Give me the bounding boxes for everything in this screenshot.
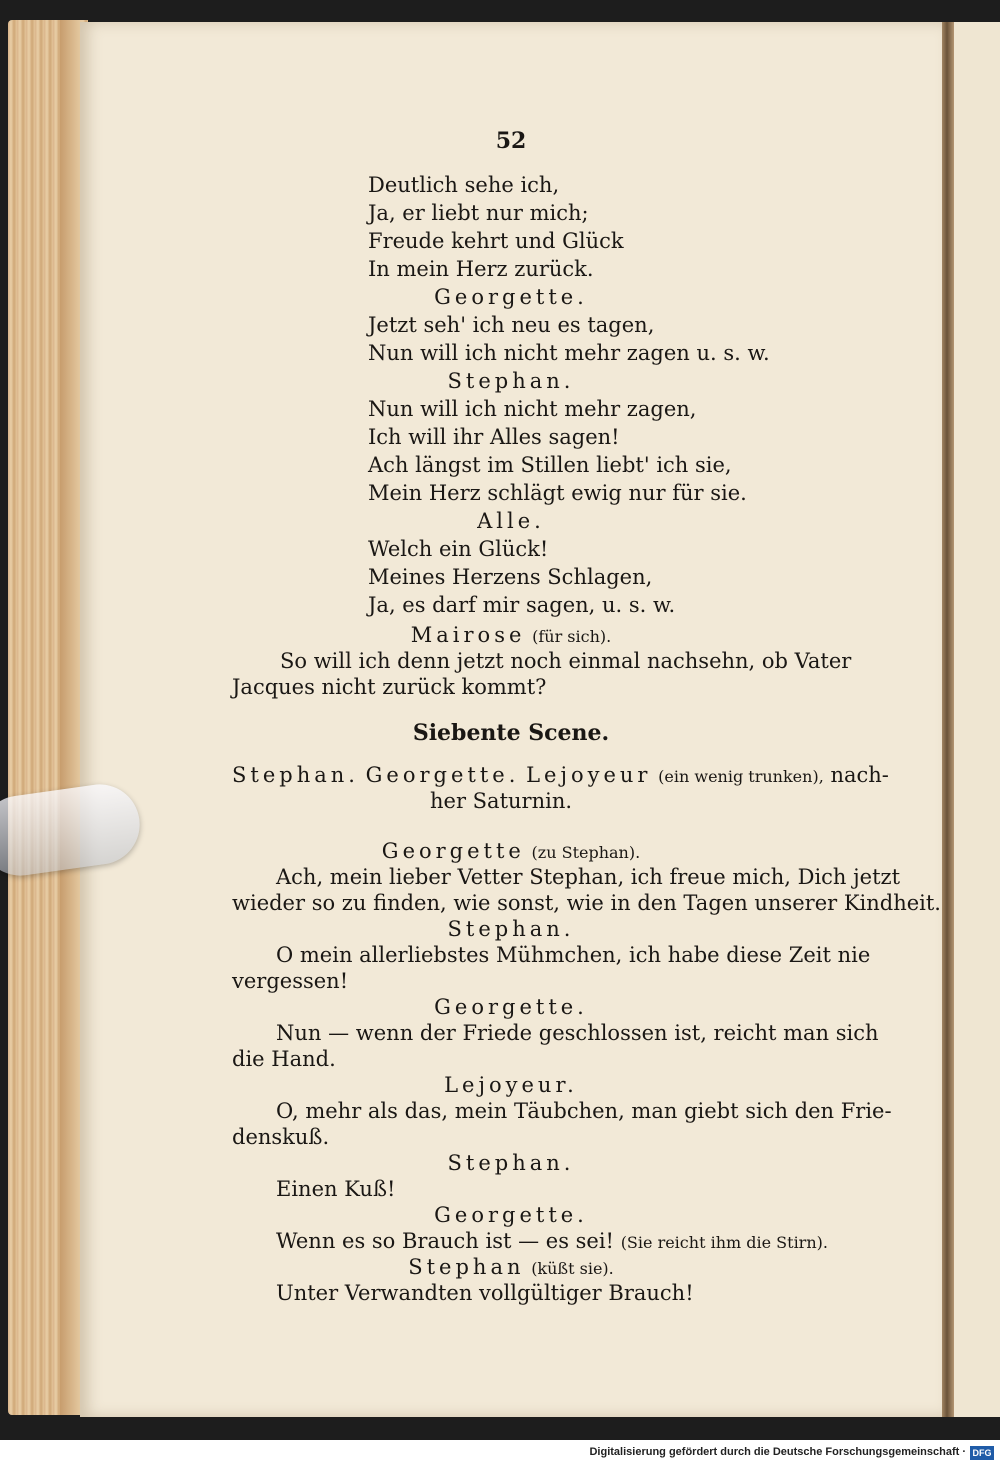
verse-line: Deutlich sehe ich, xyxy=(368,173,560,197)
prose-line: Jacques nicht zurück kommt? xyxy=(232,675,547,699)
book-gutter xyxy=(940,22,954,1417)
speaker-name: Stephan. xyxy=(447,1151,575,1175)
speaker-name: Georgette. xyxy=(434,1203,588,1227)
prose-line: Ach, mein lieber Vetter Stephan, ich freue mich, Dich jetzt xyxy=(276,865,901,889)
funding-credit: Digitalisierung gefördert durch die Deutsche Forschungsgemeinschaft · xyxy=(589,1446,966,1458)
stage-direction: (zu Stephan). xyxy=(531,843,641,862)
cast-line xyxy=(232,762,889,790)
verse-line: Ich will ihr Alles sagen! xyxy=(368,425,620,449)
book-page xyxy=(80,22,942,1417)
verse-line: Nun will ich nicht mehr zagen, xyxy=(368,397,697,421)
prose-line: vergessen! xyxy=(232,969,349,993)
verse-line: Ja, es darf mir sagen, u. s. w. xyxy=(368,593,676,617)
speaker-name: Lejoyeur. xyxy=(444,1073,578,1097)
verse-line: Ach längst im Stillen liebt' ich sie, xyxy=(368,453,732,477)
stage-direction: (für sich). xyxy=(532,627,612,646)
verse-line: Mein Herz schlägt ewig nur für sie. xyxy=(368,481,747,505)
prose-line: wieder so zu finden, wie sonst, wie in den Tagen unserer Kindheit. xyxy=(232,891,941,915)
verse-line: Jetzt seh' ich neu es tagen, xyxy=(368,313,655,337)
speaker-name: Georgette xyxy=(381,839,525,863)
prose-line: denskuß. xyxy=(232,1125,330,1149)
speaker-name: Georgette. xyxy=(434,995,588,1019)
verse-line: Welch ein Glück! xyxy=(368,537,549,561)
speaker-line xyxy=(80,1254,942,1282)
cast-name: Stephan. xyxy=(232,763,359,787)
verse-line: Ja, er liebt nur mich; xyxy=(368,201,589,225)
prose-line: O, mehr als das, mein Täubchen, man giebt sich den Frie- xyxy=(276,1099,892,1123)
dfg-logo: DFG xyxy=(970,1446,994,1460)
speaker-name: Stephan xyxy=(408,1255,525,1279)
prose-line: O mein allerliebstes Mühmchen, ich habe diese Zeit nie xyxy=(276,943,871,967)
cast-name: Georgette. xyxy=(365,763,520,787)
prose-line: Nun — wenn der Friede geschlossen ist, reicht man sich xyxy=(276,1021,879,1045)
cast-name: Lejoyeur xyxy=(526,763,652,787)
prose-line xyxy=(276,1228,828,1256)
speaker-name: Georgette. xyxy=(434,285,588,309)
speaker-name: Stephan. xyxy=(447,917,575,941)
prose-line: Einen Kuß! xyxy=(276,1177,396,1201)
facing-page xyxy=(952,22,1000,1417)
speaker-name: Mairose xyxy=(410,623,526,647)
cast-line: her Saturnin. xyxy=(430,789,573,813)
scene-title: Siebente Scene. xyxy=(412,720,610,746)
prose-line: die Hand. xyxy=(232,1047,336,1071)
speaker-line xyxy=(80,622,942,650)
speaker-name: Alle. xyxy=(477,509,545,533)
speaker-line xyxy=(80,838,942,866)
page-number: 52 xyxy=(495,128,527,154)
stage-direction: (küßt sie). xyxy=(531,1259,614,1278)
verse-line: Nun will ich nicht mehr zagen u. s. w. xyxy=(368,341,770,365)
book-edge-shadow xyxy=(60,20,82,1415)
verse-line: Meines Herzens Schlagen, xyxy=(368,565,653,589)
spoken-text: Wenn es so Brauch ist — es sei! xyxy=(276,1229,614,1253)
speaker-name: Stephan. xyxy=(447,369,575,393)
prose-line: Unter Verwandten vollgültiger Brauch! xyxy=(276,1281,694,1305)
stage-direction: (ein wenig trunken), xyxy=(658,767,824,786)
verse-line: Freude kehrt und Glück xyxy=(368,229,624,253)
prose-line: So will ich denn jetzt noch einmal nachsehn, ob Vater xyxy=(280,649,852,673)
stage-direction: (Sie reicht ihm die Stirn). xyxy=(620,1233,828,1252)
cast-continuation: nach- xyxy=(830,763,889,787)
verse-line: In mein Herz zurück. xyxy=(368,257,594,281)
